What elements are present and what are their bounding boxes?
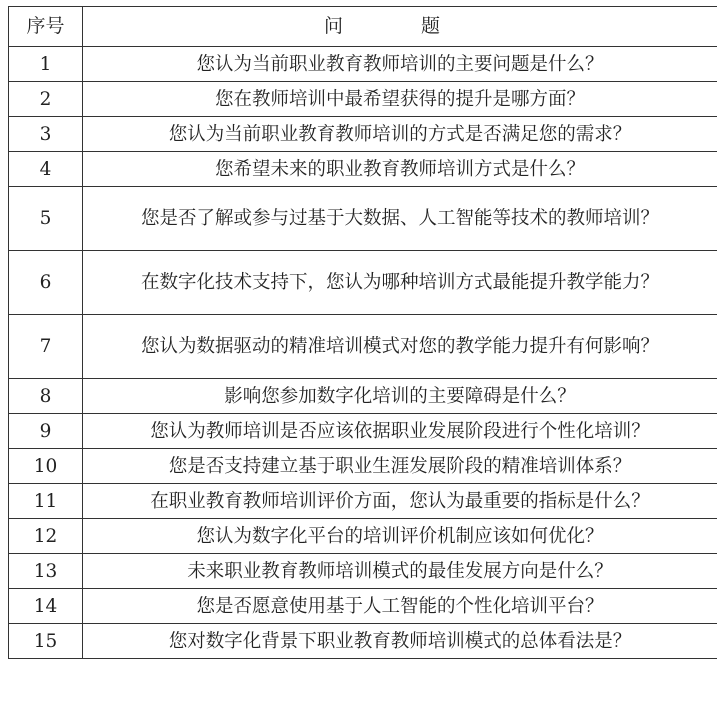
table-row xyxy=(9,187,717,251)
table-row xyxy=(9,251,717,315)
row-question: 在数字化技术支持下，您认为哪种培训方式最能提升教学能力？ xyxy=(83,251,717,315)
row-question: 您是否愿意使用基于人工智能的个性化培训平台？ xyxy=(83,589,717,624)
header-number: 序号 xyxy=(9,7,83,47)
table-row xyxy=(9,449,717,484)
table-row xyxy=(9,519,717,554)
row-question: 您认为数据驱动的精准培训模式对您的教学能力提升有何影响？ xyxy=(83,315,717,379)
table-row xyxy=(9,315,717,379)
row-number: 1 xyxy=(9,47,83,82)
row-question: 影响您参加数字化培训的主要障碍是什么？ xyxy=(83,379,717,414)
row-number: 12 xyxy=(9,519,83,554)
row-question: 您认为教师培训是否应该依据职业发展阶段进行个性化培训？ xyxy=(83,414,717,449)
table-row xyxy=(9,82,717,117)
row-number: 4 xyxy=(9,152,83,187)
row-number: 15 xyxy=(9,624,83,659)
table-header-row xyxy=(9,7,717,47)
table-row xyxy=(9,47,717,82)
table-row xyxy=(9,379,717,414)
row-number: 14 xyxy=(9,589,83,624)
row-number: 6 xyxy=(9,251,83,315)
table-row xyxy=(9,152,717,187)
row-question: 您认为当前职业教育教师培训的方式是否满足您的需求？ xyxy=(83,117,717,152)
row-question: 您是否了解或参与过基于大数据、人工智能等技术的教师培训？ xyxy=(83,187,717,251)
row-question: 您在教师培训中最希望获得的提升是哪方面？ xyxy=(83,82,717,117)
table-row xyxy=(9,554,717,589)
row-number: 11 xyxy=(9,484,83,519)
table-row xyxy=(9,624,717,659)
row-question: 您认为当前职业教育教师培训的主要问题是什么？ xyxy=(83,47,717,82)
row-question: 未来职业教育教师培训模式的最佳发展方向是什么？ xyxy=(83,554,717,589)
survey-question-table xyxy=(8,6,717,659)
row-number: 5 xyxy=(9,187,83,251)
row-number: 8 xyxy=(9,379,83,414)
row-question: 您对数字化背景下职业教育教师培训模式的总体看法是？ xyxy=(83,624,717,659)
row-number: 10 xyxy=(9,449,83,484)
table-row xyxy=(9,117,717,152)
row-question: 您希望未来的职业教育教师培训方式是什么？ xyxy=(83,152,717,187)
row-number: 2 xyxy=(9,82,83,117)
table-row xyxy=(9,484,717,519)
row-question: 在职业教育教师培训评价方面，您认为最重要的指标是什么？ xyxy=(83,484,717,519)
header-question: 问 题 xyxy=(83,7,717,47)
row-question: 您认为数字化平台的培训评价机制应该如何优化？ xyxy=(83,519,717,554)
row-number: 7 xyxy=(9,315,83,379)
row-number: 3 xyxy=(9,117,83,152)
row-number: 9 xyxy=(9,414,83,449)
row-question: 您是否支持建立基于职业生涯发展阶段的精准培训体系？ xyxy=(83,449,717,484)
row-number: 13 xyxy=(9,554,83,589)
table-row xyxy=(9,589,717,624)
table-row xyxy=(9,414,717,449)
